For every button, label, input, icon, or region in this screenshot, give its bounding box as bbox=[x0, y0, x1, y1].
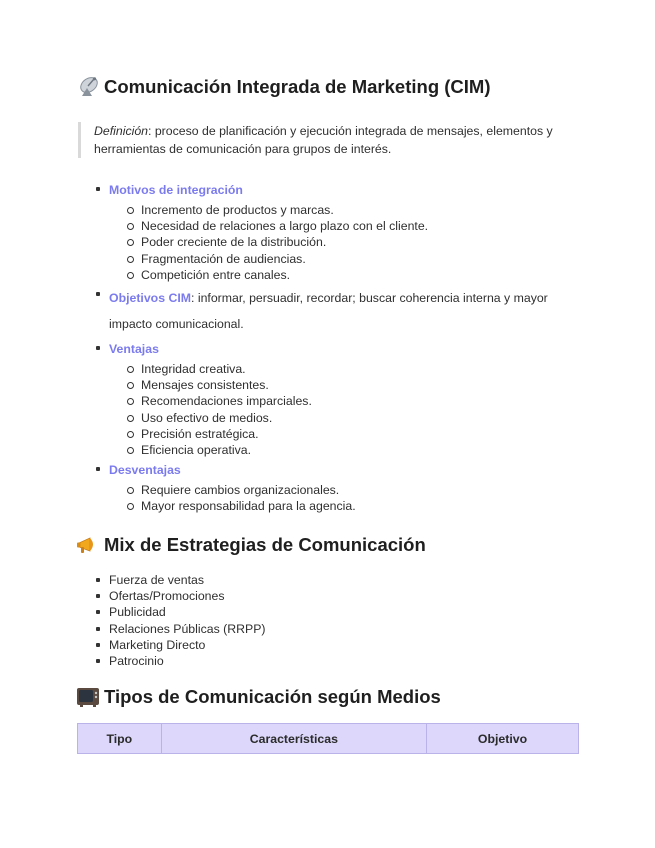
list-item: Patrocinio bbox=[94, 653, 266, 669]
media-types-table bbox=[77, 723, 579, 754]
section-title: Mix de Estrategias de Comunicación bbox=[104, 534, 426, 555]
cim-list bbox=[94, 180, 574, 515]
list-item: Relaciones Públicas (RRPP) bbox=[94, 621, 266, 637]
list-item: Mensajes consistentes. bbox=[127, 377, 574, 393]
item-label: Ventajas bbox=[109, 342, 159, 357]
list-item: Competición entre canales. bbox=[127, 267, 574, 283]
list-item: Necesidad de relaciones a largo plazo con el cliente. bbox=[127, 218, 574, 234]
definition-text: : proceso de planificación y ejecución integrada de mensajes, elementos y herramientas de comunicación para grupos de interés. bbox=[94, 124, 553, 156]
item-label: Objetivos CIM bbox=[109, 291, 191, 306]
sublist-motivos bbox=[109, 202, 574, 283]
definition-label: Definición bbox=[94, 124, 148, 138]
sublist-ventajas bbox=[109, 361, 574, 458]
sublist-desventajas bbox=[109, 482, 574, 514]
list-item: Integridad creativa. bbox=[127, 361, 574, 377]
satellite-antenna-icon bbox=[76, 76, 100, 98]
television-icon bbox=[76, 686, 100, 708]
list-item: Requiere cambios organizacionales. bbox=[127, 482, 574, 498]
list-item: Mayor responsabilidad para la agencia. bbox=[127, 498, 574, 514]
item-text: : informar, persuadir, recordar; buscar coherencia interna y mayor impacto comunicacional. bbox=[109, 291, 548, 332]
table-header-tipo: Tipo bbox=[78, 724, 162, 754]
list-item-ventajas bbox=[94, 339, 574, 458]
list-item: Recomendaciones imparciales. bbox=[127, 393, 574, 409]
list-item: Marketing Directo bbox=[94, 637, 266, 653]
list-item: Precisión estratégica. bbox=[127, 426, 574, 442]
list-item: Eficiencia operativa. bbox=[127, 442, 574, 458]
section-heading-mix bbox=[76, 534, 426, 556]
list-item-objetivos bbox=[94, 285, 574, 337]
list-item: Uso efectivo de medios. bbox=[127, 410, 574, 426]
list-item: Ofertas/Promociones bbox=[94, 588, 266, 604]
list-item-desventajas bbox=[94, 460, 574, 514]
list-item: Fuerza de ventas bbox=[94, 572, 266, 588]
table-header-objetivo: Objetivo bbox=[427, 724, 579, 754]
section-title: Comunicación Integrada de Marketing (CIM) bbox=[104, 76, 491, 97]
table-header-row bbox=[78, 724, 579, 754]
mix-list bbox=[94, 572, 266, 669]
list-item: Poder creciente de la distribución. bbox=[127, 234, 574, 250]
definition-quote bbox=[78, 122, 589, 158]
section-heading-tipos bbox=[76, 686, 441, 708]
list-item-motivos bbox=[94, 180, 574, 283]
section-title: Tipos de Comunicación según Medios bbox=[104, 686, 441, 707]
item-label: Motivos de integración bbox=[109, 183, 243, 197]
megaphone-icon bbox=[76, 534, 100, 556]
list-item: Incremento de productos y marcas. bbox=[127, 202, 574, 218]
item-label: Desventajas bbox=[109, 463, 181, 478]
section-heading-cim bbox=[76, 76, 491, 98]
table-header-caracteristicas: Características bbox=[161, 724, 426, 754]
list-item: Publicidad bbox=[94, 604, 266, 620]
list-item: Fragmentación de audiencias. bbox=[127, 251, 574, 267]
